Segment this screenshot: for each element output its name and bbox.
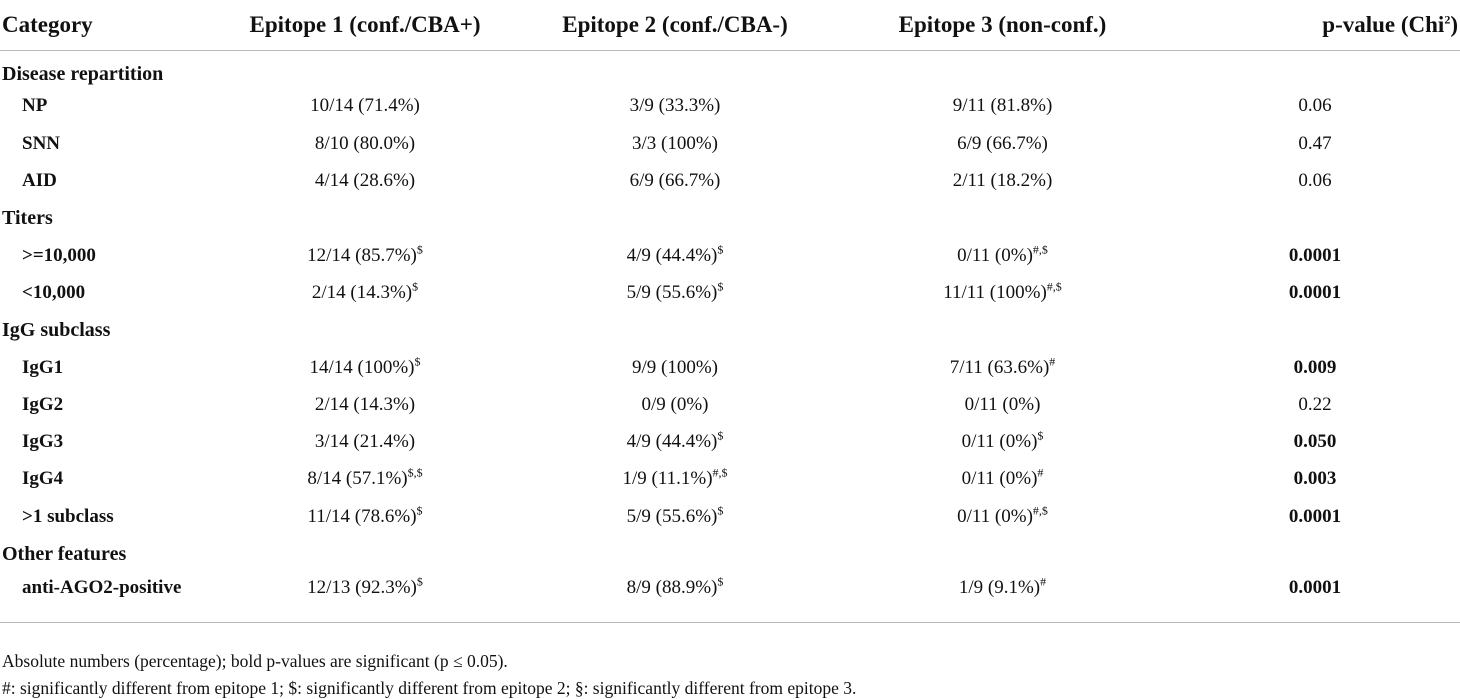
- cell-e3: [835, 162, 1170, 199]
- cell-p-value: 0.06: [1298, 95, 1332, 117]
- section-label: Titers: [2, 206, 53, 229]
- cell-p-value: 0.009: [1293, 356, 1337, 378]
- row-label: IgG2: [22, 393, 64, 415]
- table-row: [0, 498, 1460, 535]
- section-label: Other features: [2, 542, 127, 565]
- cell-significance-marker: $: [717, 503, 724, 518]
- cell-significance-marker: $: [1037, 428, 1044, 443]
- cell-e3: [835, 274, 1170, 311]
- cell-e3: [835, 386, 1170, 423]
- cell-e1: [215, 349, 515, 386]
- cell-e2: [515, 423, 835, 460]
- cell-value: 5/9 (55.6%): [626, 281, 718, 303]
- cell-value: 3/14 (21.4%): [314, 431, 416, 453]
- cell-value: 2/11 (18.2%): [952, 170, 1053, 192]
- section-label: IgG subclass: [2, 318, 111, 341]
- cell-significance-marker: #,$: [712, 466, 728, 481]
- header-row: [0, 0, 1460, 51]
- cell-significance-marker: $: [416, 503, 423, 518]
- cell-e3: [835, 125, 1170, 162]
- cell-value: 7/11 (63.6%): [949, 356, 1050, 378]
- cell-e2: [515, 498, 835, 535]
- table-row: [0, 237, 1460, 274]
- cell-e1: [215, 162, 515, 199]
- cell-e3: [835, 423, 1170, 460]
- cell-significance-marker: #: [1037, 466, 1044, 481]
- cell-p-value: 0.050: [1293, 431, 1337, 453]
- cell-e3: [835, 461, 1170, 498]
- cell-significance-marker: $: [414, 354, 421, 369]
- table-row: [0, 162, 1460, 199]
- section-row: [0, 535, 1460, 572]
- cell-e3: [835, 573, 1170, 623]
- cell-p-value: 0.06: [1298, 170, 1332, 192]
- table-body: [0, 51, 1460, 623]
- footnote-2: #: significantly different from epitope 1; $: significantly different from epitope 2; §: significantly different from epitope 3.: [2, 678, 857, 698]
- table-row: [0, 274, 1460, 311]
- cell-value: 0/11 (0%): [961, 431, 1038, 453]
- cell-p-value: 0.0001: [1288, 244, 1342, 266]
- header-p-value-close: ): [1450, 12, 1458, 37]
- cell-value: 14/14 (100%): [309, 356, 415, 378]
- cell-e1: [215, 498, 515, 535]
- cell-significance-marker: #,$: [1032, 242, 1048, 257]
- row-label: SNN: [22, 132, 61, 154]
- cell-value: 2/14 (14.3%): [314, 393, 416, 415]
- cell-value: 8/14 (57.1%): [307, 468, 408, 490]
- table-row: [0, 125, 1460, 162]
- cell-e2: [515, 349, 835, 386]
- row-label: anti-AGO2-positive: [0, 573, 215, 623]
- cell-e1: [215, 274, 515, 311]
- cell-significance-marker: $: [412, 279, 419, 294]
- cell-e1: [215, 423, 515, 460]
- table-row: [0, 461, 1460, 498]
- cell-value: 6/9 (66.7%): [629, 170, 721, 192]
- section-label: Disease repartition: [2, 63, 164, 86]
- cell-e3: [835, 349, 1170, 386]
- cell-e1: [215, 237, 515, 274]
- cell-e2: [515, 274, 835, 311]
- section-row: [0, 312, 1460, 349]
- cell-e2: [515, 162, 835, 199]
- cell-e3: [835, 88, 1170, 125]
- header-epitope-2: Epitope 2 (conf./CBA-): [515, 0, 835, 51]
- cell-significance-marker: $: [717, 279, 724, 294]
- footnote-1: Absolute numbers (percentage); bold p-values are significant (p ≤ 0.05).: [2, 651, 508, 671]
- cell-significance-marker: $: [416, 574, 423, 589]
- cell-value: 1/9 (9.1%): [958, 576, 1041, 598]
- cell-value: 10/14 (71.4%): [310, 95, 420, 117]
- cell-e1: [215, 125, 515, 162]
- table-row: [0, 349, 1460, 386]
- header-p-value-text: p-value (Chi: [1322, 12, 1445, 37]
- cell-e2: [515, 461, 835, 498]
- cell-value: 11/11 (100%): [943, 281, 1047, 303]
- cell-e2: [515, 125, 835, 162]
- row-label: >=10,000: [22, 244, 96, 266]
- cell-value: 4/9 (44.4%): [626, 244, 718, 266]
- cell-significance-marker: #,$: [1046, 279, 1062, 294]
- row-label: IgG3: [22, 431, 64, 453]
- cell-value: 1/9 (11.1%): [622, 468, 713, 490]
- section-row: [0, 200, 1460, 237]
- cell-value: 0/11 (0%): [957, 505, 1033, 527]
- cell-significance-marker: #,$: [1032, 503, 1048, 518]
- cell-value: 9/9 (100%): [631, 356, 718, 378]
- cell-value: 0/11 (0%): [957, 244, 1033, 266]
- cell-significance-marker: #: [1049, 354, 1056, 369]
- cell-value: 8/10 (80.0%): [314, 132, 416, 154]
- cell-e2: [515, 573, 835, 623]
- cell-e3: [835, 237, 1170, 274]
- cell-value: 4/9 (44.4%): [626, 431, 718, 453]
- cell-p-value: 0.22: [1298, 393, 1332, 415]
- cell-value: 0/11 (0%): [961, 468, 1038, 490]
- cell-p-value: 0.003: [1293, 468, 1337, 490]
- cell-e1: [215, 573, 515, 623]
- cell-e1: [215, 461, 515, 498]
- cell-e1: [215, 88, 515, 125]
- cell-significance-marker: #: [1040, 574, 1047, 589]
- cell-value: 12/13 (92.3%): [307, 576, 417, 598]
- table-row: [0, 573, 1460, 623]
- header-epitope-3: Epitope 3 (non-conf.): [835, 0, 1170, 51]
- cell-significance-marker: $: [717, 428, 724, 443]
- cell-value: 0/11 (0%): [964, 393, 1041, 415]
- cell-e2: [515, 237, 835, 274]
- cell-significance-marker: $: [717, 242, 724, 257]
- table-row: [0, 386, 1460, 423]
- table-row: [0, 88, 1460, 125]
- cell-significance-marker: $: [717, 574, 724, 589]
- cell-value: 0/9 (0%): [641, 393, 709, 415]
- cell-e1: [215, 386, 515, 423]
- cell-value: 6/9 (66.7%): [957, 132, 1048, 154]
- row-label: NP: [22, 95, 48, 117]
- cell-p-value: 0.0001: [1288, 505, 1342, 527]
- row-label: IgG1: [22, 356, 64, 378]
- table-row: [0, 423, 1460, 460]
- section-row: [0, 51, 1460, 88]
- cell-value: 12/14 (85.7%): [307, 244, 417, 266]
- row-label: AID: [22, 170, 57, 192]
- row-label: >1 subclass: [22, 505, 114, 527]
- cell-value: 2/14 (14.3%): [311, 281, 413, 303]
- cell-p-value: 0.0001: [1288, 281, 1342, 303]
- cell-significance-marker: $,$: [407, 466, 423, 481]
- header-p-value-sup: 2: [1444, 12, 1451, 27]
- cell-significance-marker: $: [416, 242, 423, 257]
- cell-p-value: 0.47: [1298, 132, 1332, 154]
- cell-value: 3/3 (100%): [631, 132, 718, 154]
- cell-value: 3/9 (33.3%): [629, 95, 721, 117]
- cell-e2: [515, 386, 835, 423]
- cell-value: 9/11 (81.8%): [952, 95, 1053, 117]
- cell-value: 11/14 (78.6%): [307, 505, 417, 527]
- cell-value: 5/9 (55.6%): [626, 505, 718, 527]
- cell-e3: [835, 498, 1170, 535]
- row-label: IgG4: [22, 468, 64, 490]
- cell-e2: [515, 88, 835, 125]
- header-p-value: [1170, 0, 1460, 51]
- header-category: Category: [0, 0, 215, 51]
- cell-p-value: 0.0001: [1170, 573, 1460, 623]
- header-epitope-1: Epitope 1 (conf./CBA+): [215, 0, 515, 51]
- cell-value: 4/14 (28.6%): [314, 170, 416, 192]
- row-label: <10,000: [22, 281, 86, 303]
- cell-value: 8/9 (88.9%): [626, 576, 718, 598]
